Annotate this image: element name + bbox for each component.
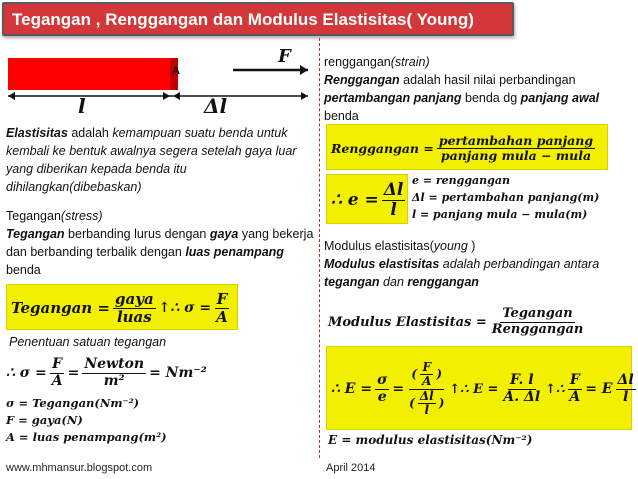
young-fraction: $\frac{\text{Tegangan}}{\text{Renggangan}}$ [491, 306, 584, 337]
stress-fraction-fa: $\frac{F}{A}$ [216, 290, 228, 326]
young-compound-fraction: ( $\frac{F}{A}$ ) ( $\frac{\Delta l}{l}$ ) [409, 360, 445, 417]
area-label: A [172, 65, 180, 77]
young-heading: Modulus elastisitas(young ) [324, 239, 476, 253]
elastisitas-definition: Elastisitas adalah kemampuan suatu benda untuk kembali ke bentuk awalnya segera setelah gaya luar yang diberikan kepada benda itu dihilangkan(dibebaskan) [6, 126, 297, 194]
stress-heading: Tegangan(stress) [6, 209, 103, 223]
unit-derivation: ∴ σ = $\frac{F}{A}$ = $\frac{\text{Newton}}{\text{m²}}$ = Nm⁻² [6, 356, 207, 389]
unit-fraction-fa: $\frac{F}{A}$ [51, 356, 63, 389]
bar-diagram [8, 46, 308, 122]
force-label: F [278, 46, 291, 67]
young-definition: Modulus elastisitas adalah perbandingan antara tegangan dan renggangan [324, 257, 600, 289]
footer-website: www.mhmansur.blogspot.com [6, 462, 153, 474]
stress-formula: Tegangan = $\frac{\text{gaya}}{\text{luas}}$ ↑∴ σ = $\frac{F}{A}$ [6, 284, 238, 330]
young-r2-fraction: $\frac{F}{A}$ [569, 372, 581, 405]
length-label: l [78, 94, 86, 118]
title-bar [2, 2, 514, 36]
delta-length-label: Δl [204, 94, 228, 118]
page-title: Tegangan , Renggangan dan Modulus Elastisitas( Young) [12, 10, 474, 29]
young-equation: ∴ E = $\frac{\sigma}{e}$ = ( $\frac{F}{A}$ ) ( $\frac{\Delta l}{l}$ ) ↑∴ E = $\frac{F. l}{A. \Delta l}$ ↑∴ $\frac{F}{A}$ = E $\frac{\Delta l}{l}$ [326, 346, 632, 430]
unit-heading: Penentuan satuan tegangan [9, 335, 167, 349]
unit-fraction-newton: $\frac{\text{Newton}}{\text{m²}}$ [84, 356, 145, 389]
strain-formula: Renggangan = $\frac{\text{pertambahan panjang}}{\text{panjang mula − mula}}$ [326, 124, 608, 170]
young-r1-fraction: $\frac{F. l}{A. \Delta l}$ [503, 372, 541, 405]
young-legend: E = modulus elastisitas(Nm⁻²) [328, 433, 533, 447]
force-arrow [8, 52, 308, 122]
young-eq-fraction: $\frac{\sigma}{e}$ [377, 372, 388, 405]
strain-equation: ∴ e = $\frac{\Delta l}{l}$ [326, 174, 408, 224]
unit-legend: σ = Tegangan(Nm⁻²) F = gaya(N) A = luas penampang(m²) [6, 396, 167, 444]
strain-heading: renggangan(strain) [324, 55, 430, 69]
young-formula: Modulus Elastisitas = $\frac{\text{Tegangan}}{\text{Renggangan}}$ [328, 306, 584, 337]
strain-fraction: $\frac{\text{pertambahan panjang}}{\text{panjang mula − mula}}$ [438, 132, 594, 163]
strain-eq-fraction: $\frac{\Delta l}{l}$ [383, 179, 404, 220]
column-divider [319, 38, 320, 458]
stress-fraction: $\frac{\text{gaya}}{\text{luas}}$ [115, 290, 154, 326]
strain-legend: e = renggangan Δl = pertambahan panjang(m) l = panjang mula − mula(m) [412, 174, 600, 221]
footer-date: April 2014 [326, 462, 376, 474]
young-r3-fraction: $\frac{\Delta l}{l}$ [617, 372, 634, 405]
strain-definition: Renggangan adalah hasil nilai perbandingan pertambangan panjang benda dg panjang awal benda [324, 73, 600, 123]
stress-definition: Tegangan berbanding lurus dengan gaya yang bekerja dan berbanding terbalik dengan luas penampang benda [6, 227, 314, 277]
